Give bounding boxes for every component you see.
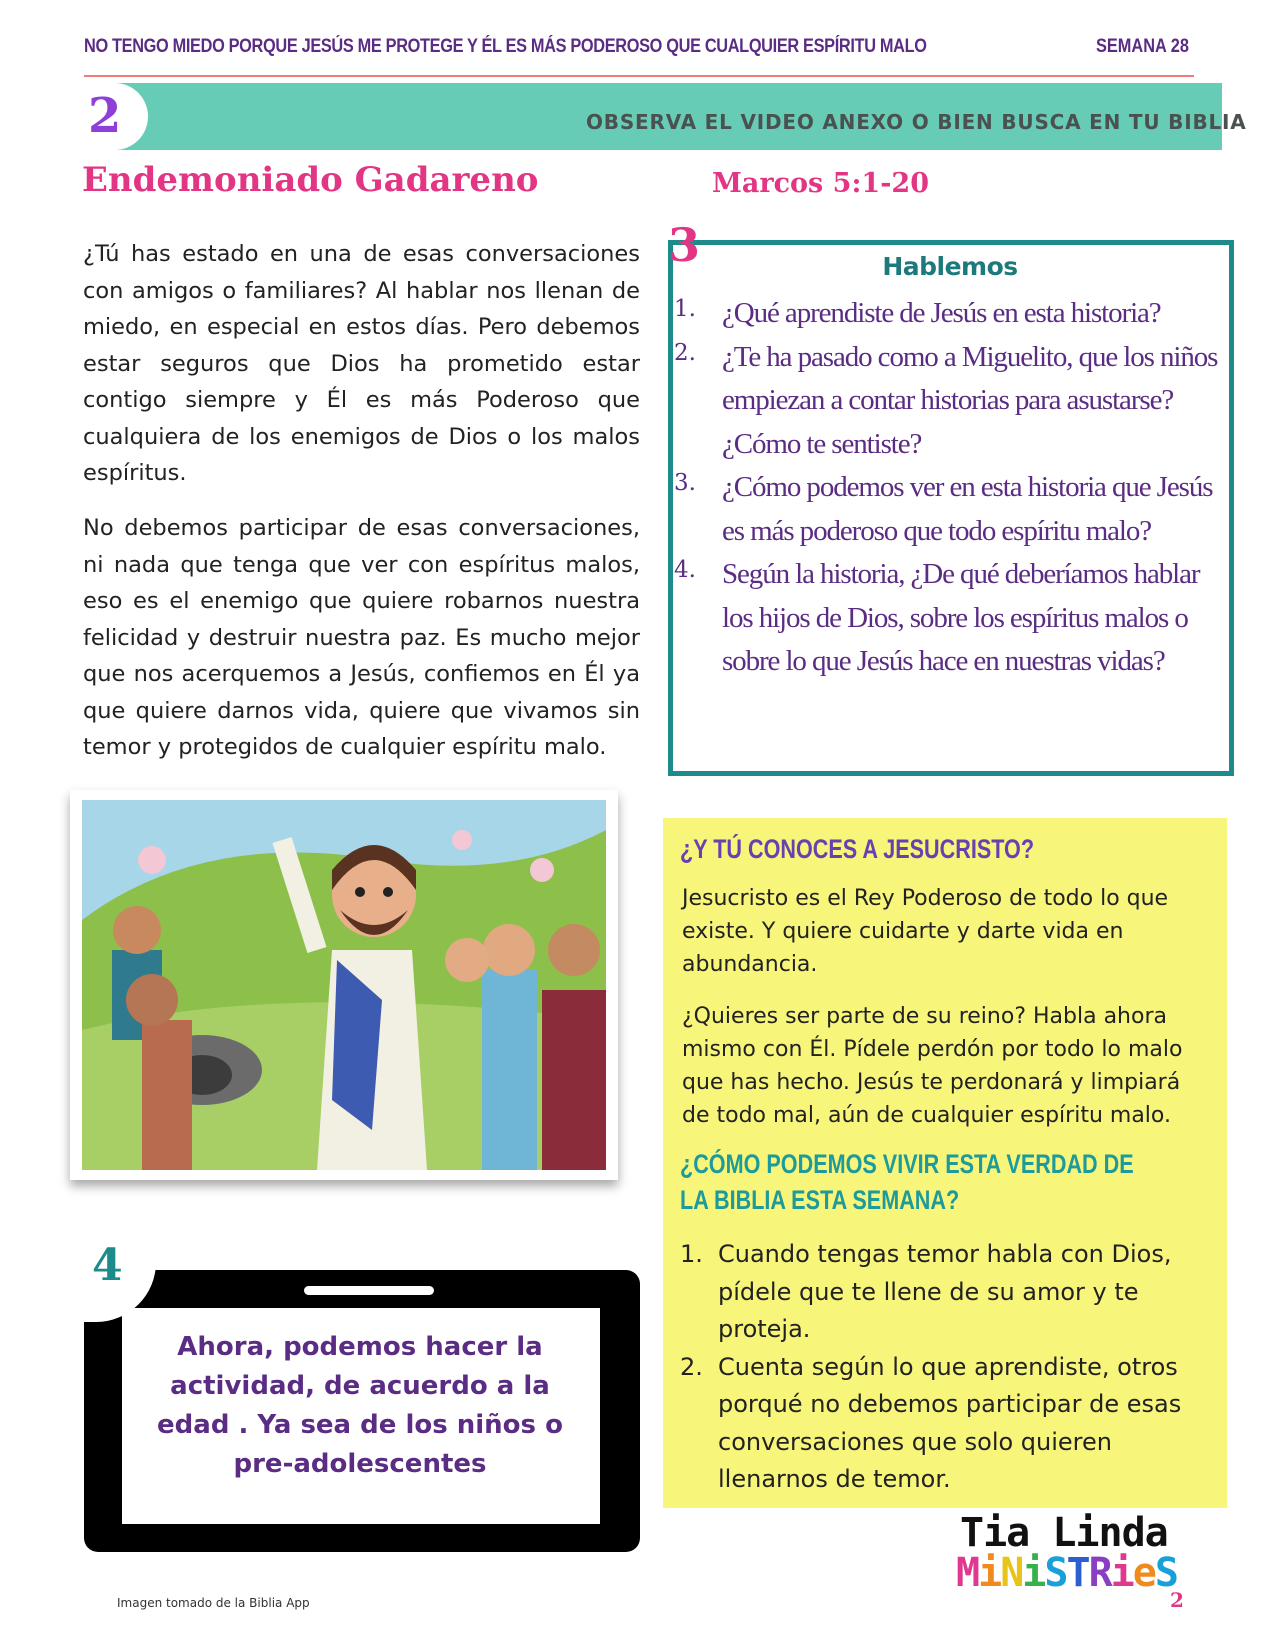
week-label: SEMANA 28 <box>1096 36 1189 57</box>
question-number: 4. <box>674 557 696 583</box>
item-number: 2. <box>680 1352 703 1381</box>
list-item <box>674 553 1234 684</box>
story-illustration <box>70 790 618 1180</box>
question-number: 2. <box>674 339 696 366</box>
list-item <box>680 1236 1220 1349</box>
list-item <box>674 292 1234 336</box>
item-text: Cuando tengas temor habla con Dios, pídele que te llene de su amor y te proteja. <box>718 1240 1172 1343</box>
invitation-paragraph: Jesucristo es el Rey Poderoso de todo lo que existe. Y quiere cuidarte y darte vida en abundancia. <box>682 886 1169 977</box>
section-3-number: 3 <box>668 218 701 272</box>
application-list <box>680 1236 1220 1499</box>
invitation-paragraph: ¿Quieres ser parte de su reino? Habla ahora mismo con Él. Pídele perdón por todo lo malo que has hecho. Jesús te perdonará y limpiará de todo mal, aún de cualquier espíritu malo. <box>682 1004 1183 1128</box>
invitation-heading: ¿Y TÚ CONOCES A JESUCRISTO? <box>680 834 1035 864</box>
list-item <box>680 1349 1220 1499</box>
question-text: ¿Cómo podemos ver en esta historia que Jesús es más poderoso que todo espíritu malo? <box>722 471 1213 547</box>
page-header-title: NO TENGO MIEDO PORQUE JESÚS ME PROTEGE Y ÉL ES MÁS PODEROSO QUE CUALQUIER ESPÍRITU MALO <box>84 36 927 57</box>
question-text: Según la historia, ¿De qué deberíamos hablar los hijos de Dios, sobre los espíritus malos o sobre lo que Jesús hace en nuestras vidas? <box>722 558 1200 677</box>
story-title: Endemoniado Gadareno <box>82 160 539 200</box>
question-text: ¿Te ha pasado como a Miguelito, que los niños empiezan a contar historias para asustarse? ¿Cómo te sentiste? <box>722 340 1218 460</box>
question-text: ¿Qué aprendiste de Jesús en esta historia? <box>722 297 1161 329</box>
activity-instruction: Ahora, podemos hacer la actividad, de acuerdo a la edad . Ya sea de los niños o pre-adolescentes <box>157 1332 563 1479</box>
list-item <box>674 336 1234 467</box>
logo-line-1: Tia Linda <box>960 1510 1168 1556</box>
phone-speaker <box>304 1286 434 1295</box>
question-number: 1. <box>674 296 696 322</box>
item-number: 1. <box>680 1240 703 1268</box>
bible-reference: Marcos 5:1-20 <box>712 168 929 199</box>
story-paragraph: ¿Tú has estado en una de esas conversaciones con amigos o familiares? Al hablar nos llenan de miedo, en especial en estos días. Pero debemos estar seguros que Dios ha prometido estar contigo siempre y Él es más Poderoso que cualquiera de los enemigos de Dios o los malos espíritus. <box>83 241 640 486</box>
item-text: Cuenta según lo que aprendiste, otros porqué no debemos participar de esas conversaciones que solo quieren llenarnos de temor. <box>718 1352 1182 1493</box>
jesus-illustration <box>82 800 606 1170</box>
section-4-number: 4 <box>92 1240 123 1291</box>
banner-instruction: OBSERVA EL VIDEO ANEXO O BIEN BUSCA EN TU BIBLIA <box>586 110 1247 134</box>
page-number: 2 <box>1170 1588 1184 1612</box>
question-list <box>674 292 1234 684</box>
discussion-heading: Hablemos <box>882 252 1018 281</box>
section-2-number: 2 <box>88 88 122 144</box>
image-credit: Imagen tomado de la Biblia App <box>117 1596 310 1610</box>
story-paragraph: No debemos participar de esas conversaciones, ni nada que tenga que ver con espíritus malos, eso es el enemigo que quiere robarnos nuestra felicidad y destruir nuestra paz. Es mucho mejor que nos acerquemos a Jesús, confiemos en Él ya que quiere darnos vida, quiere que vivamos sin temor y protegidos de cualquier espíritu malo. <box>83 515 640 760</box>
application-heading: ¿CÓMO PODEMOS VIVIR ESTA VERDAD DE LA BIBLIA ESTA SEMANA? <box>680 1149 1134 1215</box>
list-item <box>674 466 1234 553</box>
logo-line-2: MiNiSTRieS <box>956 1550 1177 1596</box>
header-divider <box>84 75 1194 77</box>
question-number: 3. <box>674 470 696 496</box>
